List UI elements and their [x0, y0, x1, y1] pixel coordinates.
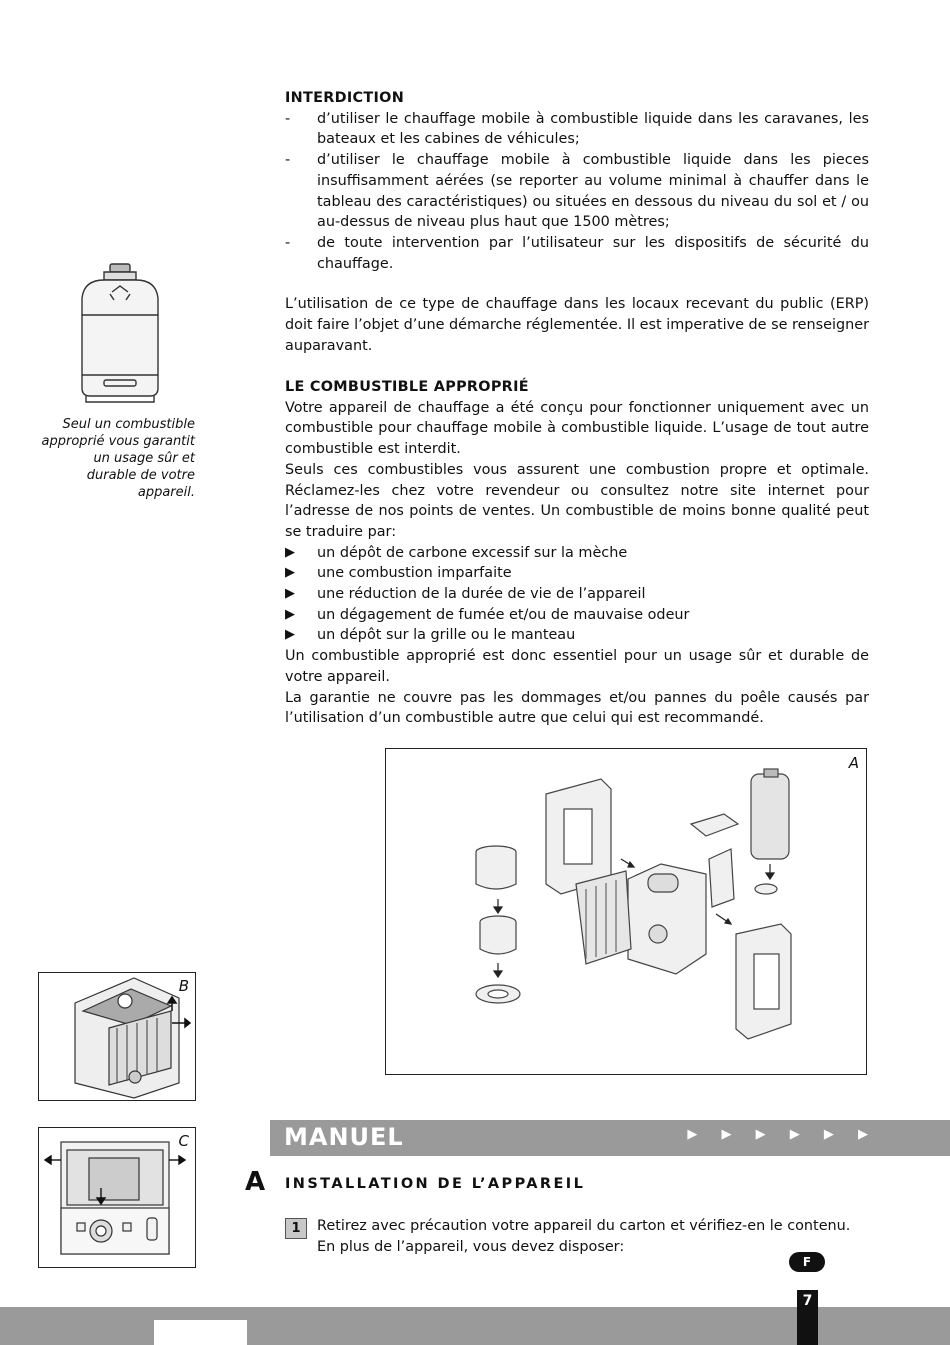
interdiction-item: - d’utiliser le chauffage mobile à combustible liquide dans les caravanes, les bateaux et les cabines de véhicules; — [285, 110, 869, 148]
list-item: ▶ une combustion imparfaite — [285, 565, 512, 582]
heater-front-drawing — [39, 1128, 195, 1267]
erp-paragraph: L’utilisation de ce type de chauffage dans les locaux recevant du public (ERP) doit faire l’objet d’une démarche réglementée. Il est imperative de se renseigner auparavant. — [285, 296, 869, 354]
banner-arrows: ▶ ▶ ▶ ▶ ▶ ▶ — [687, 1127, 878, 1142]
heater-panel-removal-drawing — [39, 973, 195, 1100]
step-text — [317, 1216, 867, 1257]
figure-a-label: A — [848, 754, 859, 772]
figure-c — [38, 1127, 196, 1268]
combustible-para3: Un combustible approprié est donc essentiel pour un usage sûr et durable de votre appareil. — [285, 648, 869, 685]
combustible-intro: Votre appareil de chauffage a été conçu pour fonctionner uniquement avec un combustible pour chauffage mobile à combustible liquide. L’usage de tout autre combustible est interdit. — [285, 399, 869, 458]
step-number: 1 — [285, 1218, 307, 1239]
figure-a — [385, 748, 867, 1075]
fuel-caption: Seul un combustible approprié vous garantit un usage sûr et durable de votre appareil. — [41, 417, 195, 500]
list-item: ▶ un dépôt sur la grille ou le manteau — [285, 627, 576, 644]
section-title: INSTALLATION DE L’APPAREIL — [285, 1176, 586, 1192]
interdiction-item: - de toute intervention par l’utilisateur sur les dispositifs de sécurité du chauffage. — [285, 234, 869, 272]
combustible-para2: Seuls ces combustibles vous assurent une combustion propre et optimale. Réclamez-les chez votre revendeur ou consultez notre site internet pour l’adresse de nos points de ventes. Un combustible de moins bonne qualité peut se traduire par: — [285, 461, 869, 540]
figure-c-label: C — [178, 1132, 189, 1150]
fuel-can-illustration — [74, 260, 166, 405]
interdiction-heading: INTERDICTION — [285, 90, 405, 106]
list-item: ▶ un dépôt de carbone excessif sur la mèche — [285, 544, 628, 561]
footer-white-block — [154, 1320, 247, 1345]
figure-b — [38, 972, 196, 1101]
section-letter: A — [245, 1167, 266, 1197]
figure-b-label: B — [178, 977, 189, 995]
banner-title: MANUEL — [284, 1123, 404, 1151]
step-line: Retirez avec précaution votre appareil du carton et vérifiez-en le contenu. — [317, 1218, 851, 1234]
manual-banner — [270, 1120, 950, 1156]
language-badge: F — [789, 1252, 825, 1272]
exploded-view-drawing — [386, 749, 866, 1074]
list-item: ▶ une réduction de la durée de vie de l’appareil — [285, 586, 646, 603]
combustible-section — [285, 377, 869, 729]
combustible-para4: La garantie ne couvre pas les dommages et/ou pannes du poêle causés par l’utilisation d’un combustible autre que celui qui est recommandé. — [285, 689, 869, 727]
combustible-heading: LE COMBUSTIBLE APPROPRIÉ — [285, 379, 529, 395]
page-number: 7 — [797, 1290, 818, 1345]
interdiction-section — [285, 88, 869, 356]
list-item: ▶ un dégagement de fumée et/ou de mauvaise odeur — [285, 606, 690, 623]
interdiction-item: - d’utiliser le chauffage mobile à combustible liquide dans les pieces insuffisamment aérées (se reporter au volume minimal à chauffer dans le tableau des caractéristiques) ou situées en dessous du niveau du sol et / ou au-dessus de niveau plus haut que 1500 mètres; — [285, 152, 869, 231]
step-line: En plus de l’appareil, vous devez disposer: — [317, 1238, 625, 1255]
